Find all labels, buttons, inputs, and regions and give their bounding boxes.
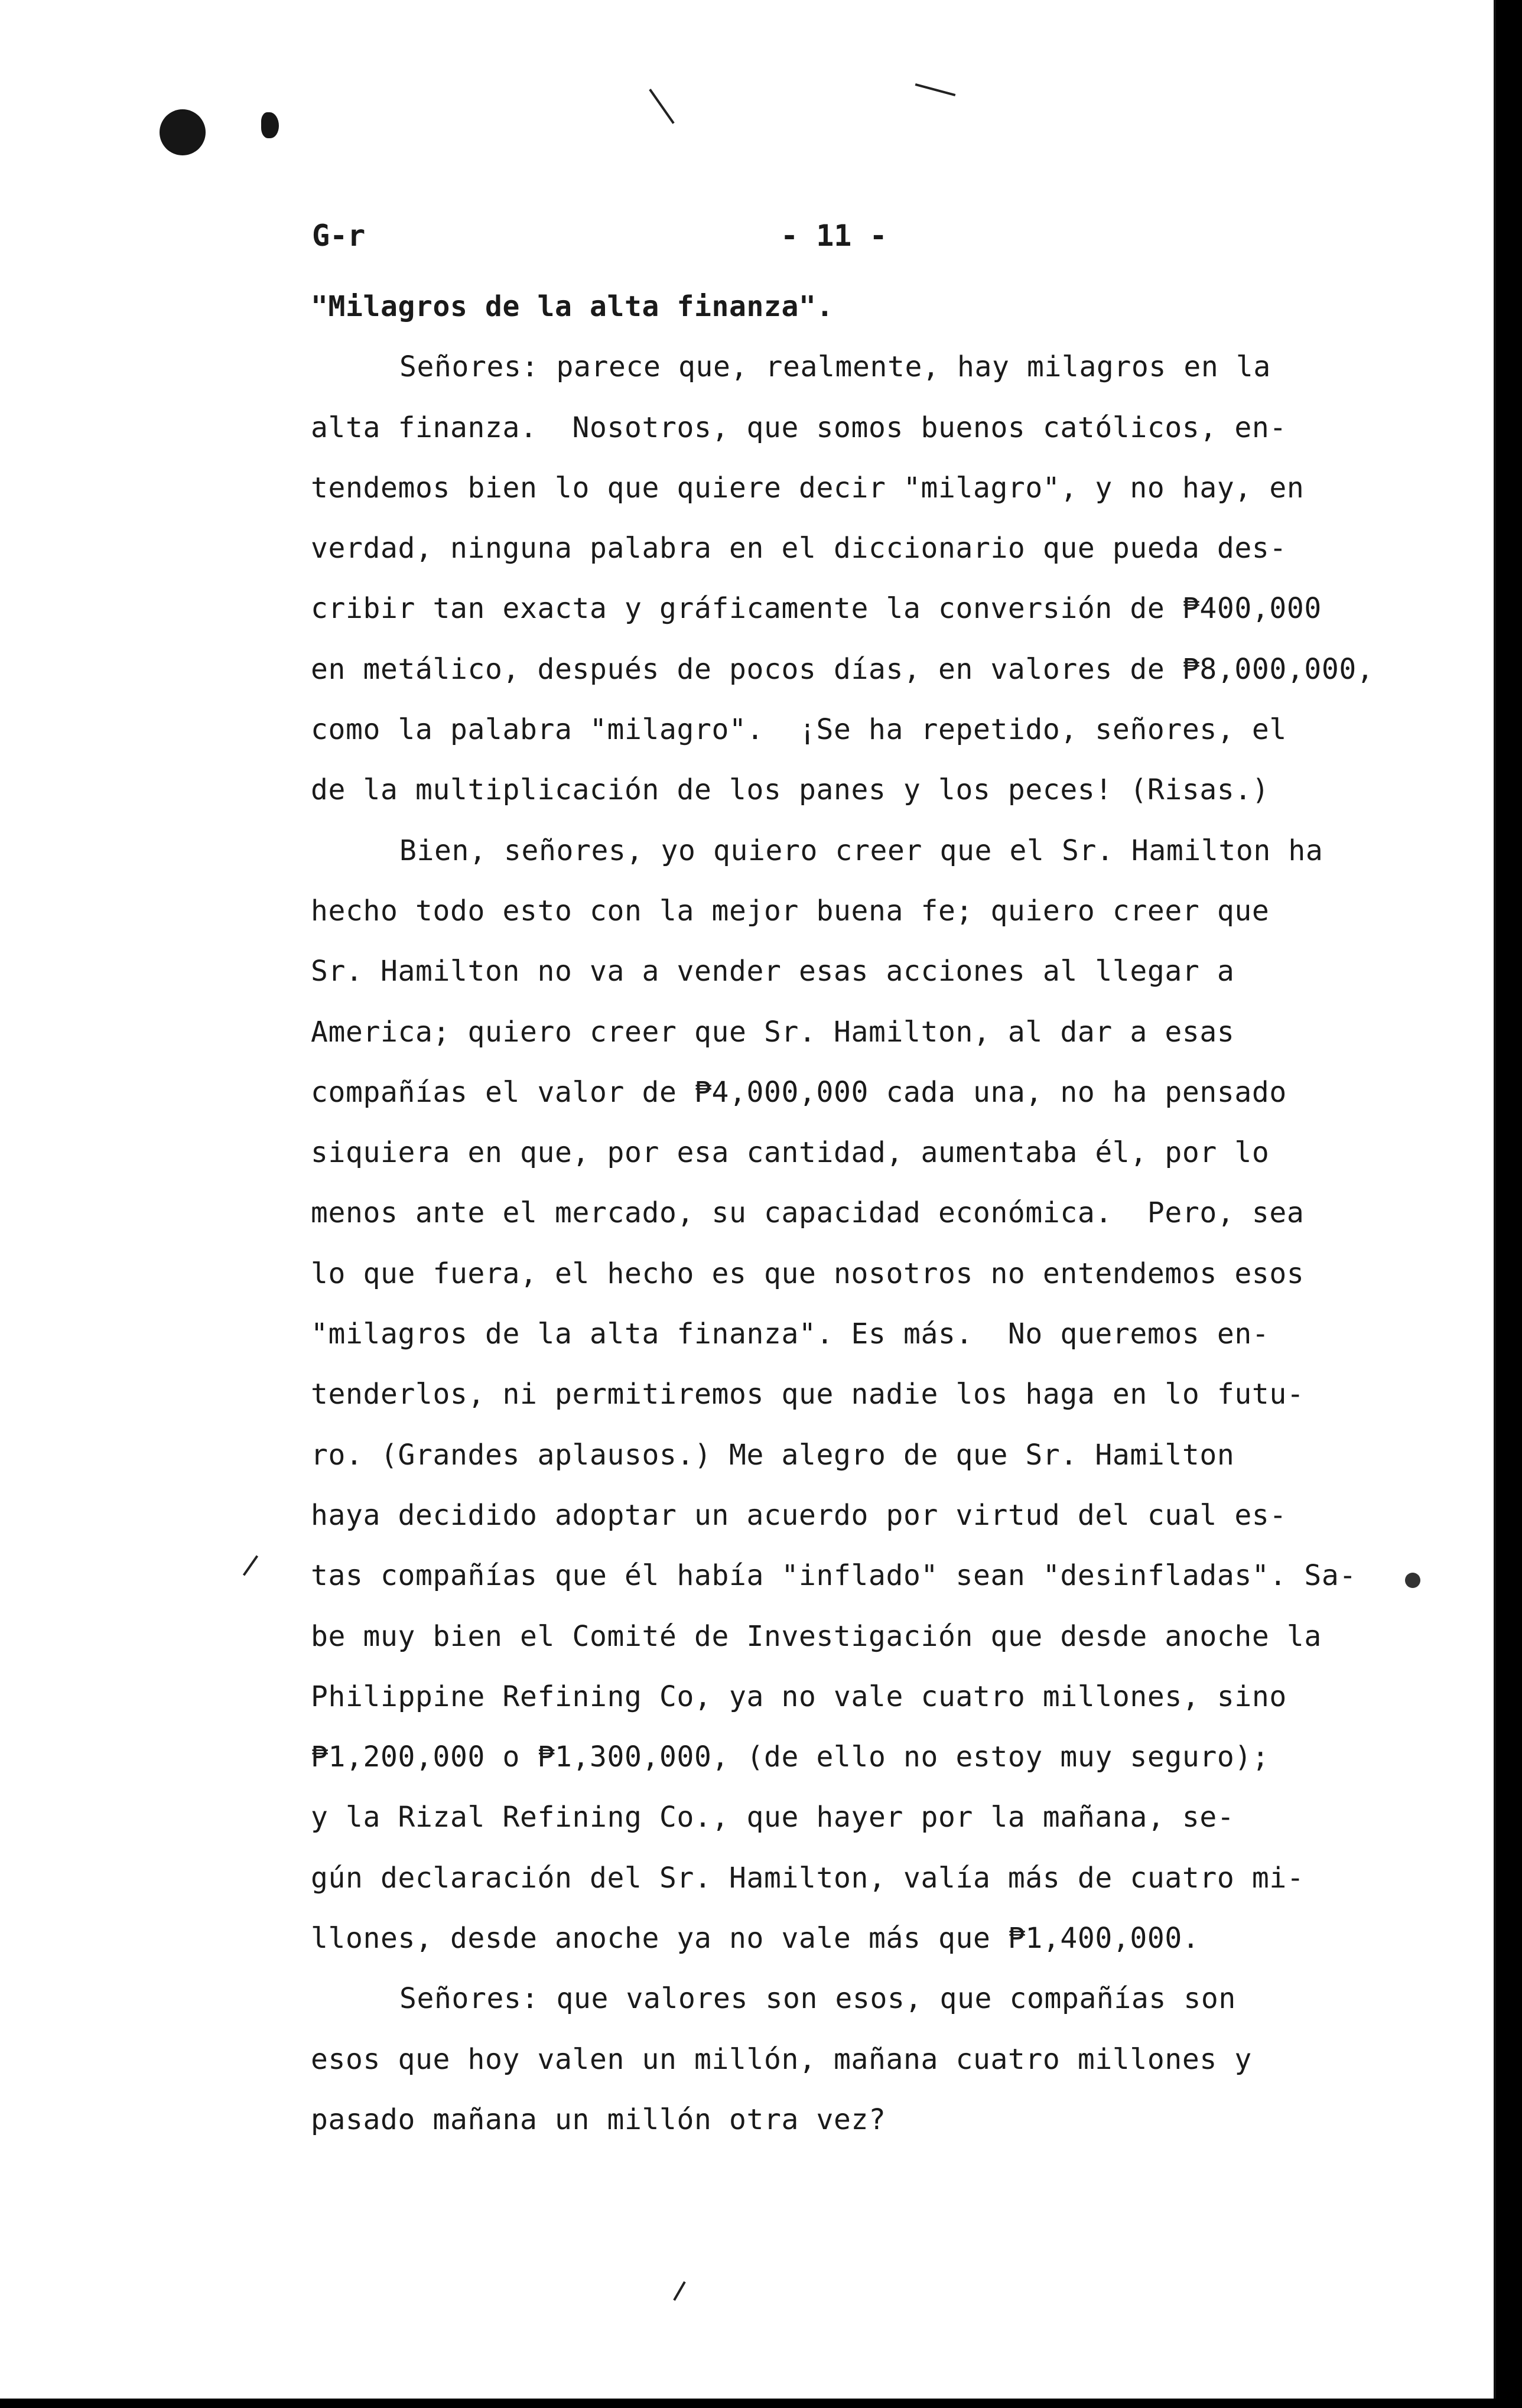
text-line: en metálico, después de pocos días, en valores de ₱8,000,000,	[311, 652, 1374, 686]
section-title: "Milagros de la alta finanza".	[311, 290, 834, 323]
text-line: America; quiero creer que Sr. Hamilton, al dar a esas	[311, 1015, 1235, 1049]
text-line: verdad, ninguna palabra en el diccionario que pueda des-	[311, 532, 1287, 565]
text-line: pasado mañana un millón otra vez?	[311, 2103, 886, 2136]
text-line: y la Rizal Refining Co., que hayer por la mañana, se-	[311, 1801, 1235, 1834]
text-line: Bien, señores, yo quiero creer que el Sr. Hamilton ha	[399, 834, 1323, 867]
paragraph-1	[311, 337, 1422, 820]
document-code: G-r	[312, 219, 366, 253]
text-line: esos que hoy valen un millón, mañana cuatro millones y	[311, 2042, 1252, 2076]
text-line: tas compañías que él había "inflado" sean "desinfladas". Sa-	[311, 1559, 1357, 1593]
text-line: hecho todo esto con la mejor buena fe; quiero creer que	[311, 894, 1270, 928]
scratch-mark	[915, 83, 956, 96]
page-number: - 11 -	[780, 219, 887, 253]
document-body	[311, 276, 1422, 2150]
text-line: lo que fuera, el hecho es que nosotros no entendemos esos	[311, 1257, 1305, 1290]
text-line: Señores: que valores son esos, que compañías son	[399, 1982, 1236, 2016]
text-line: compañías el valor de ₱4,000,000 cada una, no ha pensado	[311, 1075, 1287, 1109]
scratch-mark	[649, 89, 674, 124]
text-line: cribir tan exacta y gráficamente la conversión de ₱400,000	[311, 592, 1322, 626]
text-line: ₱1,200,000 o ₱1,300,000, (de ello no estoy muy seguro);	[311, 1740, 1270, 1774]
ink-blot	[261, 112, 279, 138]
text-line: como la palabra "milagro". ¡Se ha repetido, señores, el	[311, 713, 1287, 747]
text-line: "milagros de la alta finanza". Es más. No queremos en-	[311, 1317, 1270, 1351]
text-line: gún declaración del Sr. Hamilton, valía más de cuatro mi-	[311, 1861, 1305, 1895]
text-line: tendemos bien lo que quiere decir "milagro", y no hay, en	[311, 471, 1305, 505]
ink-blot	[160, 109, 206, 155]
text-line: Sr. Hamilton no va a vender esas acciones al llegar a	[311, 955, 1235, 988]
text-line: alta finanza. Nosotros, que somos buenos católicos, en-	[311, 411, 1287, 444]
scratch-mark	[243, 1555, 258, 1576]
text-line: de la multiplicación de los panes y los peces! (Risas.)	[311, 773, 1270, 807]
text-line: tenderlos, ni permitiremos que nadie los haga en lo futu-	[311, 1378, 1305, 1411]
text-line: menos ante el mercado, su capacidad económica. Pero, sea	[311, 1196, 1305, 1230]
text-line: siquiera en que, por esa cantidad, aumentaba él, por lo	[311, 1136, 1270, 1170]
text-line: be muy bien el Comité de Investigación que desde anoche la	[311, 1619, 1322, 1653]
page-header	[312, 219, 1375, 260]
text-line: ro. (Grandes aplausos.) Me alegro de que Sr. Hamilton	[311, 1438, 1235, 1472]
text-line: Señores: parece que, realmente, hay milagros en la	[399, 350, 1271, 384]
text-line: llones, desde anoche ya no vale más que ₱1,400,000.	[311, 1922, 1200, 1955]
scratch-mark	[673, 2281, 685, 2300]
paragraph-3	[311, 1968, 1422, 2150]
text-line: Philippine Refining Co, ya no vale cuatro millones, sino	[311, 1680, 1287, 1713]
paragraph-2	[311, 821, 1422, 1969]
text-line: haya decidido adoptar un acuerdo por virtud del cual es-	[311, 1498, 1287, 1532]
